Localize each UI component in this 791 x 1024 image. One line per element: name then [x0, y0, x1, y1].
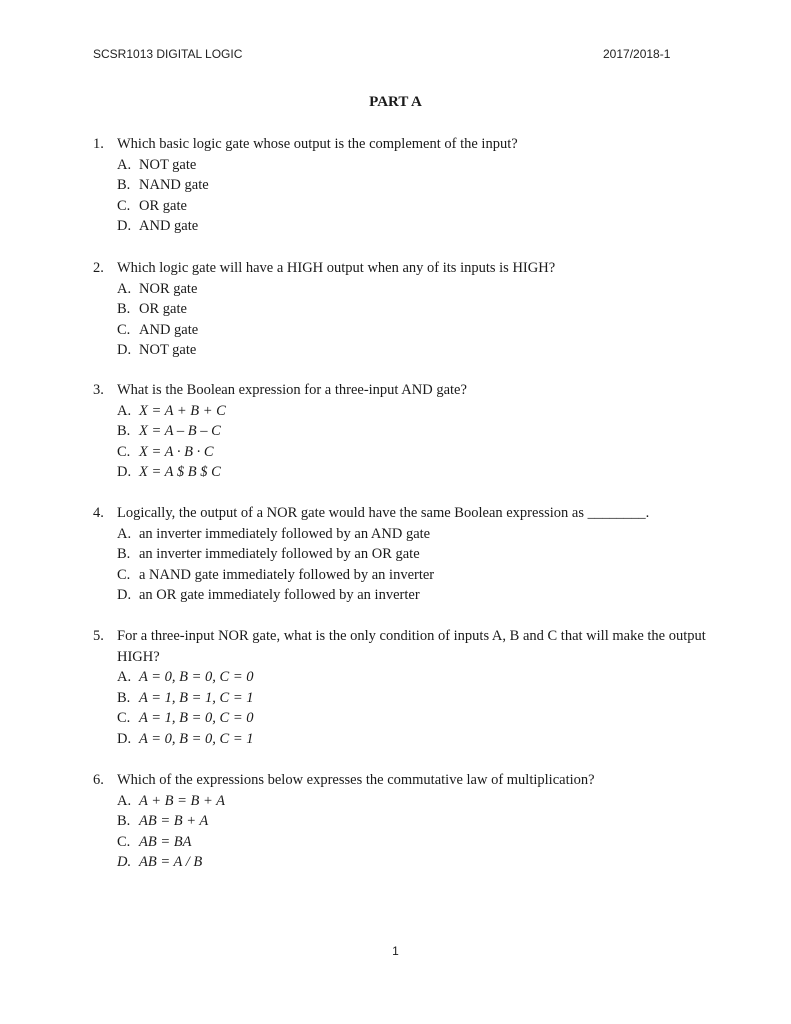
option-a: [117, 279, 713, 300]
option-text: X = A · B · C: [139, 443, 214, 460]
option-b: [117, 688, 713, 709]
option-letter: D.: [117, 342, 132, 358]
option-text: A = 0, B = 0, C = 1: [139, 730, 254, 747]
option-text: AB = A / B: [139, 854, 203, 870]
header-course-title: SCSR1013 DIGITAL LOGIC: [93, 47, 243, 61]
option-a: [117, 155, 713, 176]
option-letter: A.: [117, 280, 132, 297]
option-text: NOT gate: [139, 156, 197, 173]
option-letter: C.: [117, 197, 131, 214]
option-d: [117, 852, 713, 873]
section-title: PART A: [369, 94, 422, 110]
option-c: [117, 708, 713, 729]
question-number: 1.: [93, 136, 104, 152]
option-d: [117, 340, 713, 361]
option-letter: A.: [117, 525, 132, 542]
question-5: [93, 626, 713, 749]
option-c: [117, 442, 713, 463]
option-letter: A.: [117, 402, 132, 419]
question-text: For a three-input NOR gate, what is the only condition of inputs A, B and C that will make the output HIGH?: [117, 628, 706, 665]
option-c: [117, 565, 713, 586]
option-letter: D.: [117, 464, 132, 480]
option-letter: A.: [117, 669, 132, 685]
option-text: an inverter immediately followed by an OR gate: [139, 546, 420, 562]
question-3: [93, 380, 713, 483]
option-text: a NAND gate immediately followed by an inverter: [139, 566, 435, 583]
option-text: an OR gate immediately followed by an inverter: [139, 587, 420, 603]
option-c: [117, 320, 713, 341]
option-text: NAND gate: [139, 177, 209, 193]
option-text: X = A + B + C: [139, 402, 226, 419]
option-text: NOT gate: [139, 342, 197, 358]
question-text: Which basic logic gate whose output is the complement of the input?: [117, 136, 518, 152]
option-text: AND gate: [139, 321, 199, 338]
question-text: Logically, the output of a NOR gate would have the same Boolean expression as ________.: [117, 505, 650, 521]
option-letter: B.: [117, 423, 131, 439]
question-number: 6.: [93, 772, 104, 788]
option-letter: C.: [117, 833, 131, 850]
option-d: [117, 216, 713, 237]
option-text: AB = B + A: [139, 813, 209, 829]
page-number: 1: [392, 944, 399, 958]
option-letter: C.: [117, 566, 131, 583]
option-text: X = A $ B $ C: [139, 464, 221, 480]
option-letter: C.: [117, 321, 131, 338]
option-text: an inverter immediately followed by an AND gate: [139, 525, 431, 542]
option-letter: D.: [117, 730, 132, 747]
option-text: X = A – B – C: [139, 423, 221, 439]
option-letter: B.: [117, 177, 131, 193]
option-text: AND gate: [139, 218, 199, 234]
question-text: What is the Boolean expression for a three-input AND gate?: [117, 382, 467, 398]
option-letter: B.: [117, 813, 131, 829]
question-number: 4.: [93, 505, 104, 521]
question-number: 3.: [93, 382, 104, 398]
question-4: [93, 503, 713, 606]
question-number: 2.: [93, 260, 104, 276]
option-a: [117, 524, 713, 545]
option-letter: B.: [117, 689, 131, 706]
option-letter: A.: [117, 156, 132, 173]
option-b: [117, 544, 713, 565]
option-b: [117, 299, 713, 320]
option-letter: C.: [117, 443, 131, 460]
option-b: [117, 175, 713, 196]
question-2: [93, 258, 713, 361]
option-c: [117, 832, 713, 853]
option-d: [117, 585, 713, 606]
option-a: [117, 667, 713, 688]
option-letter: D.: [117, 587, 132, 603]
option-text: AB = BA: [139, 833, 192, 850]
option-letter: D.: [117, 218, 132, 234]
option-text: A = 1, B = 1, C = 1: [139, 689, 254, 706]
option-text: A = 0, B = 0, C = 0: [139, 669, 254, 685]
option-d: [117, 729, 713, 750]
option-c: [117, 196, 713, 217]
question-text: Which logic gate will have a HIGH output when any of its inputs is HIGH?: [117, 260, 556, 276]
option-letter: A.: [117, 792, 132, 809]
option-a: [117, 791, 713, 812]
option-text: OR gate: [139, 301, 187, 317]
option-b: [117, 811, 713, 832]
option-letter: C.: [117, 710, 131, 726]
option-text: OR gate: [139, 197, 187, 214]
option-letter: B.: [117, 546, 131, 562]
option-b: [117, 421, 713, 442]
option-d: [117, 462, 713, 483]
question-6: [93, 770, 713, 873]
option-letter: B.: [117, 301, 131, 317]
header-session: 2017/2018-1: [603, 47, 671, 61]
option-text: A + B = B + A: [139, 792, 226, 809]
question-1: [93, 134, 713, 237]
question-number: 5.: [93, 628, 104, 644]
option-letter: D.: [117, 854, 132, 870]
question-text: Which of the expressions below expresses the commutative law of multiplication?: [117, 772, 595, 788]
option-text: NOR gate: [139, 280, 198, 297]
option-a: [117, 401, 713, 422]
option-text: A = 1, B = 0, C = 0: [139, 710, 254, 726]
